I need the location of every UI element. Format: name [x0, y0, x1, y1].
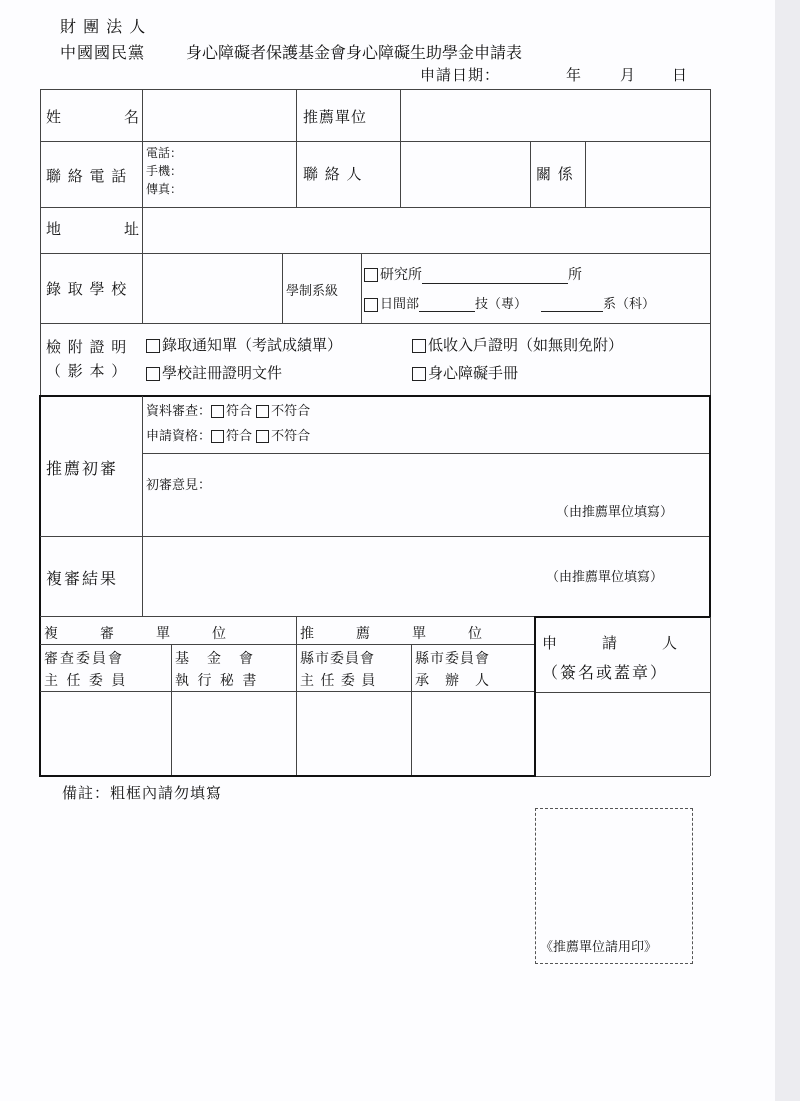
rule — [282, 253, 283, 323]
recommend-unit-field[interactable] — [402, 92, 707, 139]
attachment-checkbox-4[interactable] — [412, 367, 426, 381]
rule — [530, 141, 531, 207]
rule — [296, 89, 297, 207]
qualification-line — [146, 425, 310, 444]
recommend-unit-label: 推薦單位 — [303, 108, 368, 126]
col1-line2: 主 任 委 員 — [44, 673, 128, 689]
school-field[interactable] — [144, 256, 280, 320]
rule — [585, 141, 586, 207]
phone-fax-label: 傳真： — [146, 182, 183, 196]
note-text: 備註：粗框內請勿填寫 — [62, 784, 223, 802]
org-name: 中國國民黨 — [60, 43, 146, 62]
address-label: 地 — [46, 220, 63, 238]
rule — [171, 644, 172, 775]
second-review-label: 複審結果 — [46, 569, 119, 588]
scan-edge — [775, 0, 800, 1101]
attachment-label-3: 學校註冊證明文件 — [162, 364, 283, 382]
bold-rule — [39, 395, 711, 397]
grad-institute-line — [364, 264, 582, 284]
rule — [536, 776, 710, 777]
data-check-notmeet-checkbox[interactable] — [256, 405, 269, 418]
rule — [142, 89, 143, 323]
qualification-label: 申請資格： — [146, 429, 212, 444]
tech-blank[interactable] — [419, 297, 475, 312]
col4-line1: 縣市委員會 — [415, 651, 490, 667]
apply-date-year: 年 — [566, 66, 583, 84]
day-division-label: 日間部 — [380, 297, 420, 312]
attachment-label-1: 錄取通知單（考試成績單） — [162, 336, 343, 354]
relation-field[interactable] — [587, 144, 707, 204]
phone-tel-label: 電話： — [146, 146, 183, 160]
bold-rule — [534, 616, 536, 776]
sign-cell-3[interactable] — [298, 694, 409, 773]
data-check-notmeet-label: 不符合 — [271, 404, 311, 419]
rule — [361, 253, 362, 323]
apply-date-month: 月 — [620, 66, 637, 84]
col3-line1: 縣市委員會 — [300, 651, 375, 667]
rule — [40, 207, 710, 208]
bold-rule — [534, 616, 711, 618]
attachment-item-2 — [412, 334, 623, 355]
rule — [40, 253, 710, 254]
rule — [710, 617, 711, 776]
dept-label: 學制系級 — [286, 284, 339, 299]
opinion-label: 初審意見： — [146, 478, 212, 493]
attachments-label: 檢 附 證 明 — [46, 338, 128, 356]
rule — [142, 396, 143, 616]
rule — [40, 89, 710, 90]
attachment-checkbox-3[interactable] — [146, 367, 160, 381]
attachment-checkbox-2[interactable] — [412, 339, 426, 353]
col2-line2: 執 行 秘 書 — [175, 673, 259, 689]
second-fill-note: （由推薦單位填寫） — [546, 570, 664, 585]
grad-institute-label: 研究所 — [380, 267, 422, 283]
attachments-label-2: （ 影 本 ） — [46, 362, 128, 380]
address-field[interactable] — [144, 210, 707, 250]
rule — [40, 323, 710, 324]
sign-cell-4[interactable] — [413, 694, 532, 773]
phone-mobile-label: 手機： — [146, 164, 183, 178]
institute-blank[interactable] — [422, 269, 568, 284]
address-label-2: 址 — [124, 220, 141, 238]
name-label-2: 名 — [124, 108, 141, 126]
school-label: 錄 取 學 校 — [46, 280, 128, 298]
rule — [536, 692, 710, 693]
sign-cell-1[interactable] — [42, 694, 169, 773]
contact-person-field[interactable] — [402, 144, 528, 204]
name-label: 姓 — [46, 108, 63, 126]
attachment-label-4: 身心障礙手冊 — [428, 364, 519, 382]
col4-line2: 承 辦 人 — [415, 673, 490, 689]
data-check-label: 資料審查： — [146, 404, 212, 419]
contact-person-label: 聯 絡 人 — [303, 165, 363, 183]
data-check-meet-label: 符合 — [226, 404, 253, 419]
recommend-unit-header: 推 薦 單 位 — [300, 626, 482, 642]
qualification-meet-label: 符合 — [226, 429, 253, 444]
sign-cell-2[interactable] — [173, 694, 294, 773]
applicant-sign-field[interactable] — [538, 695, 708, 773]
rule — [411, 644, 412, 775]
tech-label: 技（專） — [475, 297, 528, 312]
attachment-label-2: 低收入戶證明（如無則免附） — [428, 336, 624, 354]
dept-suffix: 系（科） — [603, 297, 656, 312]
qualification-notmeet-checkbox[interactable] — [256, 430, 269, 443]
col1-line1: 審查委員會 — [44, 651, 124, 667]
rule — [142, 453, 709, 454]
rule — [400, 89, 401, 207]
rule — [40, 616, 534, 617]
col2-line1: 基 金 會 — [175, 651, 255, 667]
relation-label: 關 係 — [536, 165, 574, 183]
opinion-field[interactable] — [146, 492, 546, 530]
org-type: 財 團 法 人 — [60, 17, 147, 36]
data-check-line — [146, 400, 310, 419]
qualification-notmeet-label: 不符合 — [271, 429, 311, 444]
attachment-item-3 — [146, 362, 282, 383]
initial-fill-note: （由推薦單位填寫） — [556, 505, 674, 520]
day-division-checkbox[interactable] — [364, 298, 378, 312]
col3-line2: 主 任 委 員 — [300, 673, 377, 689]
review-unit-header: 複 審 單 位 — [44, 626, 226, 642]
apply-date-label: 申請日期： — [420, 66, 501, 84]
data-check-meet-checkbox[interactable] — [211, 405, 224, 418]
rule — [40, 691, 534, 692]
rule — [40, 536, 709, 537]
rule — [710, 89, 711, 395]
applicant-label: 申 請 人 — [542, 634, 678, 652]
rule — [40, 141, 710, 142]
phone-label: 聯 絡 電 話 — [46, 167, 128, 185]
institute-suffix: 所 — [568, 267, 582, 283]
form-title: 身心障礙者保護基金會身心障礙生助學金申請表 — [186, 43, 523, 62]
seal-label: 《推薦單位請用印》 — [540, 940, 658, 955]
apply-date-day: 日 — [672, 66, 689, 84]
attachment-item-1 — [146, 334, 342, 355]
rule — [40, 89, 41, 395]
applicant-sign-label: （簽名或蓋章） — [542, 663, 669, 682]
bold-rule — [709, 395, 711, 617]
second-review-field[interactable] — [146, 540, 536, 612]
name-field[interactable] — [144, 92, 294, 139]
qualification-meet-checkbox[interactable] — [211, 430, 224, 443]
attachment-item-4 — [412, 362, 518, 383]
rule — [296, 617, 297, 775]
initial-review-label: 推薦初審 — [46, 459, 119, 478]
rule — [40, 644, 534, 645]
day-division-line — [364, 293, 655, 312]
bold-rule — [39, 395, 41, 776]
attachment-checkbox-1[interactable] — [146, 339, 160, 353]
bold-rule — [39, 775, 536, 777]
grad-institute-checkbox[interactable] — [364, 268, 378, 282]
dept-blank[interactable] — [541, 297, 603, 312]
